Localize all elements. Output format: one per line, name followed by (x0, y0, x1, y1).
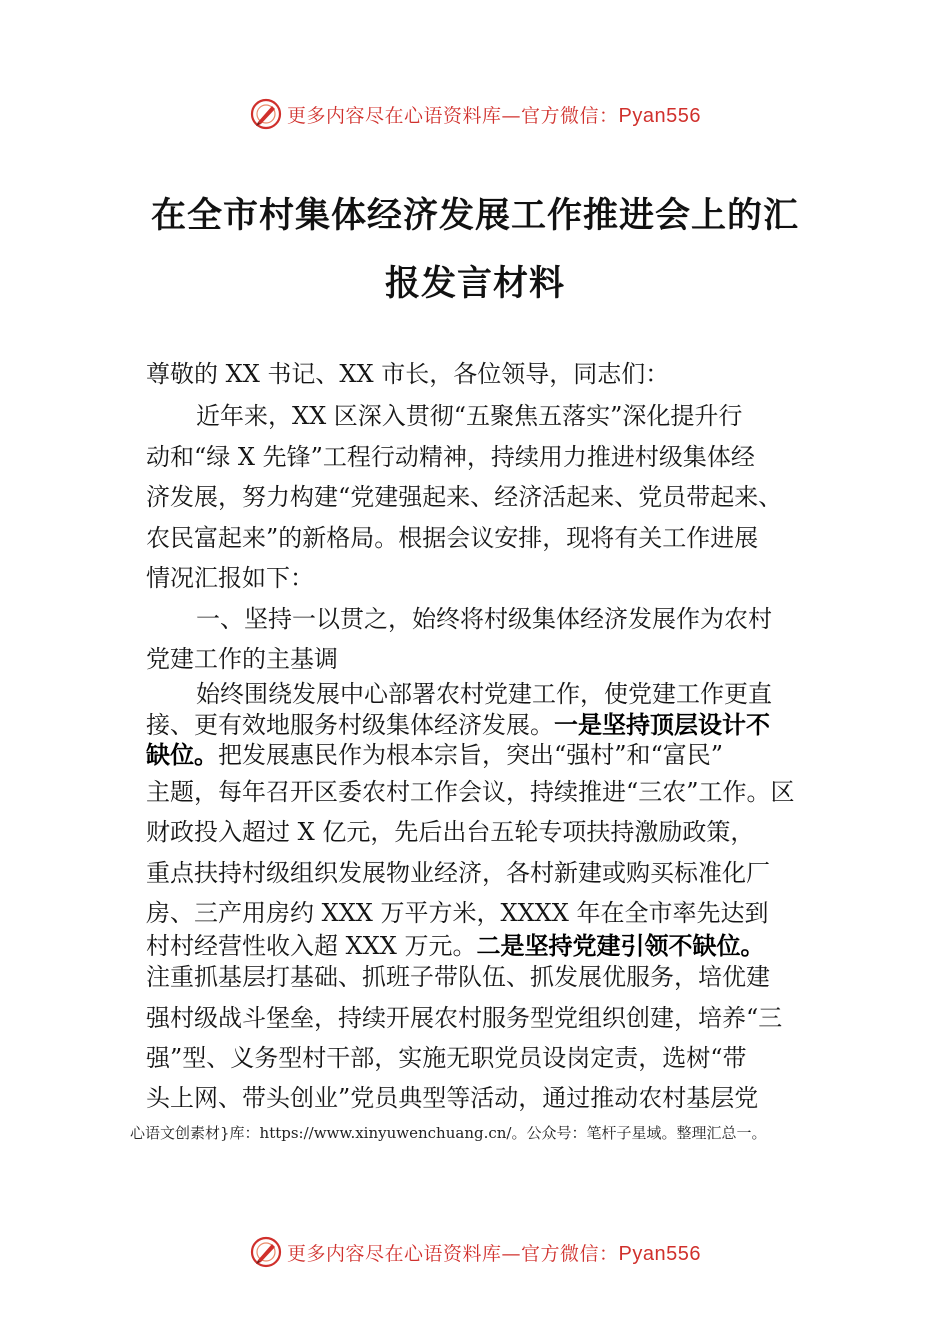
body-line: 强村级战斗堡垒，持续开展农村服务型党组织创建，培养“三 (146, 1004, 783, 1032)
section-heading-line: 一、坚持一以贯之，始终将村级集体经济发展作为农村 (196, 605, 772, 633)
bold-point-1: 一是坚持顶层设计不 (554, 711, 770, 739)
body-line: 情况汇报如下： (146, 564, 314, 592)
section-heading-line: 党建工作的主基调 (146, 645, 338, 673)
body-line: 村村经营性收入超 XXX 万元。二是坚持党建引领不缺位。 (146, 932, 765, 960)
body-line: 近年来，XX 区深入贯彻“五聚焦五落实”深化提升行 (196, 402, 743, 430)
body-line: 农民富起来”的新格局。根据会议安排，现将有关工作进展 (146, 524, 759, 552)
document-title-line-1: 在全市村集体经济发展工作推进会上的汇 (150, 195, 799, 236)
banner-text: 更多内容尽在心语资料库—官方微信：Pyan556 (287, 104, 701, 127)
document-title-line-2: 报发言材料 (384, 263, 565, 304)
pen-circle-logo-icon (249, 1235, 283, 1269)
pen-circle-logo-icon (249, 97, 283, 131)
wechat-id: Pyan556 (618, 1242, 701, 1265)
body-line: 济发展，努力构建“党建强起来、经济活起来、党员带起来、 (146, 483, 783, 511)
body-line: 财政投入超过 X 亿元，先后出台五轮专项扶持激励政策， (146, 818, 755, 846)
wechat-id: Pyan556 (618, 104, 701, 127)
body-line: 重点扶持村级组织发展物业经济，各村新建或购买标准化厂 (146, 859, 770, 887)
body-line: 主题，每年召开区委农村工作会议，持续推进“三农”工作。区 (146, 778, 795, 806)
body-line: 动和“绿 X 先锋”工程行动精神，持续用力推进村级集体经 (146, 443, 755, 471)
body-line: 缺位。把发展惠民作为根本宗旨，突出“强村”和“富民” (146, 741, 724, 769)
body-line: 注重抓基层打基础、抓班子带队伍、抓发展优服务，培优建 (146, 963, 770, 991)
bottom-watermark-banner (0, 1230, 950, 1274)
top-watermark-banner (0, 92, 950, 136)
body-line: 头上网、带头创业”党员典型等活动，通过推动农村基层党 (146, 1084, 759, 1112)
footer-source-note: 心语文创素材}库：https://www.xinyuwenchuang.cn/。公众号：笔杆子星域。整理汇总一。 (130, 1124, 767, 1142)
salutation: 尊敬的 XX 书记、XX 市长，各位领导，同志们： (146, 360, 670, 388)
bold-point-2: 二是坚持党建引领不缺位。 (476, 932, 765, 960)
body-line: 始终围绕发展中心部署农村党建工作，使党建工作更直 (196, 680, 772, 708)
body-line: 房、三产用房约 XXX 万平方米，XXXX 年在全市率先达到 (146, 899, 769, 927)
body-line: 强”型、义务型村干部，实施无职党员设岗定责，选树“带 (146, 1044, 747, 1072)
bold-point-1-end: 缺位。 (146, 741, 218, 769)
body-line: 接、更有效地服务村级集体经济发展。一是坚持顶层设计不 (146, 711, 770, 739)
banner-text: 更多内容尽在心语资料库—官方微信：Pyan556 (287, 1242, 701, 1265)
